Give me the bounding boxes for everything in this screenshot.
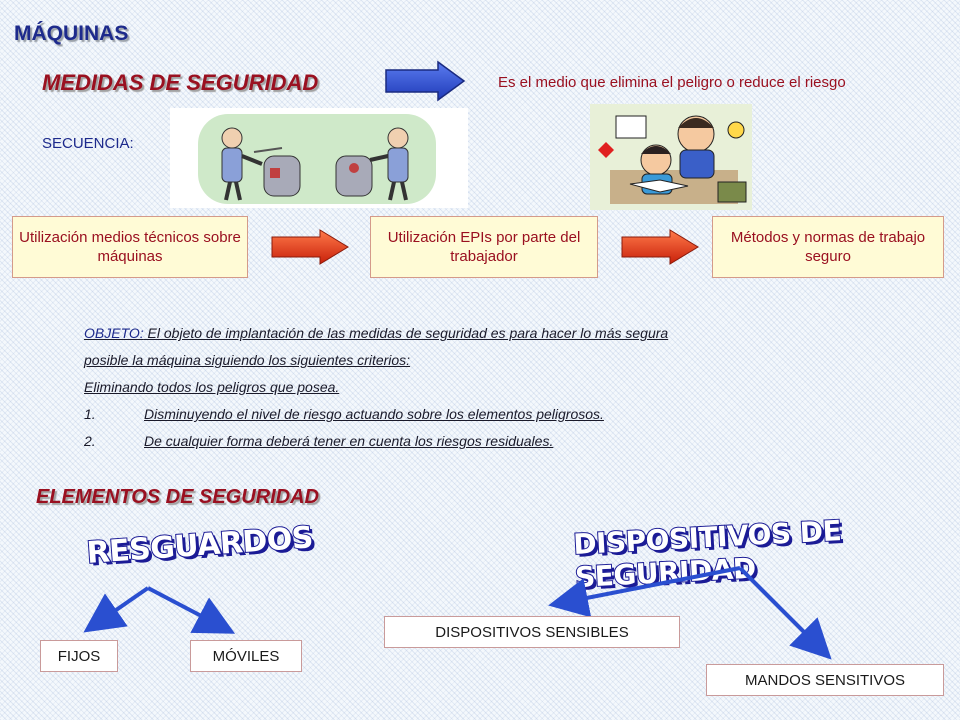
moviles-box: MÓVILES [190,640,302,672]
step-box-2: Utilización EPIs por parte del trabajador [370,216,598,278]
objeto-label: OBJETO: [84,325,144,341]
secuencia-label: SECUENCIA: [42,135,134,152]
arrow-to-mandos [740,568,826,654]
mandos-sensitivos-box: MANDOS SENSITIVOS [706,664,944,696]
arrow-to-fijos [90,588,148,628]
resguardos-title: RESGUARDOS [85,520,315,571]
definition-text: Es el medio que elimina el peligro o reduce el riesgo [498,74,846,91]
arrow-to-sensibles [556,568,740,604]
objeto-line-2: posible la máquina siguiendo los siguientes criterios: [84,352,411,368]
objeto-line-1: OBJETO: El objeto de implantación de las medidas de seguridad es para hacer lo más segura [84,325,669,341]
elementos-heading: ELEMENTOS DE SEGURIDAD [36,486,319,508]
step-box-1: Utilización medios técnicos sobre máquinas [12,216,248,278]
arrow-to-moviles [148,588,228,630]
medidas-heading: MEDIDAS DE SEGURIDAD [42,70,319,95]
dispositivos-sensibles-box: DISPOSITIVOS SENSIBLES [384,616,680,648]
fijos-box: FIJOS [40,640,118,672]
list-item: 2. De cualquier forma deberá tener en cuenta los riesgos residuales. [84,433,554,449]
step-box-3: Métodos y normas de trabajo seguro [712,216,944,278]
list-item: 1. Disminuyendo el nivel de riesgo actuando sobre los elementos peligrosos. [84,406,604,422]
dispositivos-title: DISPOSITIVOS DE SEGURIDAD [572,514,842,594]
objeto-line-3: Eliminando todos los peligros que posea. [84,379,340,395]
page-title: MÁQUINAS [14,22,129,45]
